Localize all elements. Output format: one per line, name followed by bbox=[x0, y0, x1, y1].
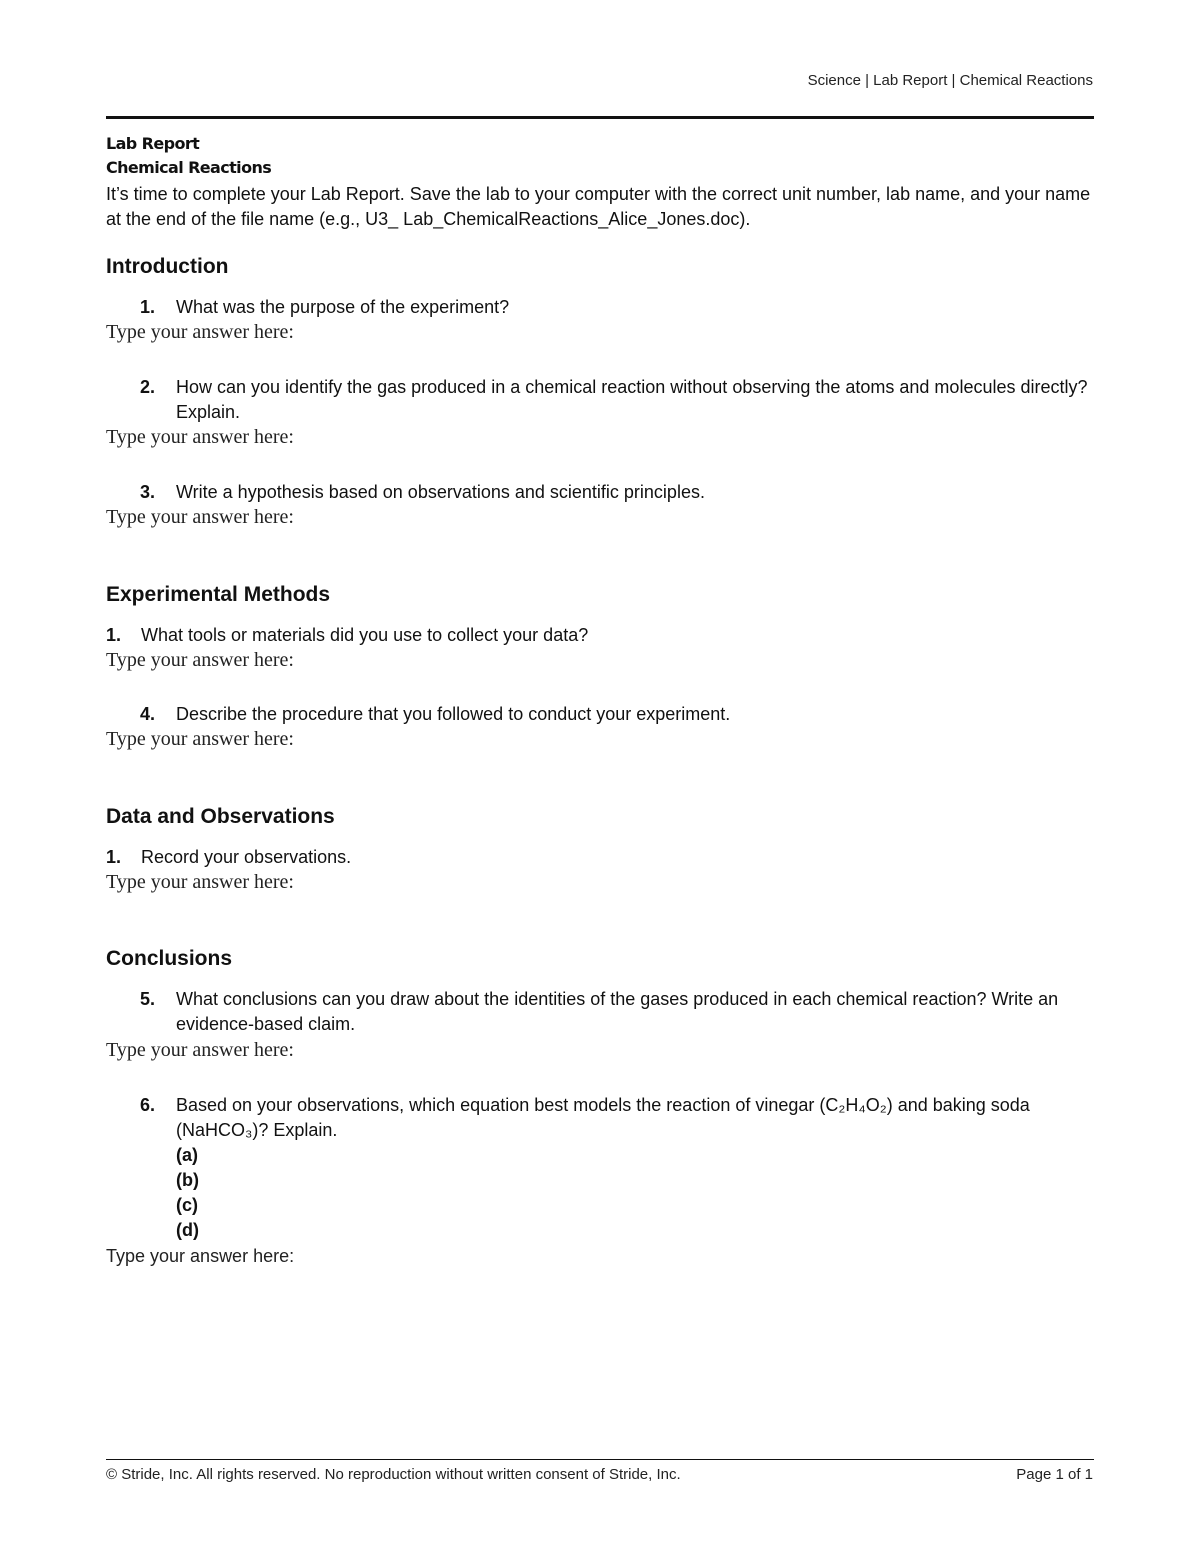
running-header: Science | Lab Report | Chemical Reactions bbox=[807, 72, 1093, 89]
question-text: Describe the procedure that you followed to conduct your experiment. bbox=[176, 704, 731, 724]
question-number: 5. bbox=[140, 989, 156, 1009]
question-intro-1 bbox=[0, 295, 1200, 320]
question-number: 2. bbox=[140, 377, 156, 397]
document-type: Lab Report bbox=[106, 134, 200, 153]
answer-field[interactable]: Type your answer here: bbox=[106, 1246, 295, 1266]
answer-option-d: (d) bbox=[176, 1220, 199, 1240]
answer-option-c: (c) bbox=[176, 1195, 198, 1215]
question-number: 1. bbox=[106, 625, 122, 645]
footer-divider bbox=[106, 1459, 1094, 1460]
question-intro-3 bbox=[0, 480, 1200, 505]
answer-field[interactable]: Type your answer here: bbox=[106, 426, 294, 448]
question-number: 3. bbox=[140, 482, 156, 502]
question-text: Write a hypothesis based on observations and scientific principles. bbox=[176, 482, 705, 502]
document-title: Chemical Reactions bbox=[106, 158, 272, 177]
question-conclusions-6 bbox=[0, 1093, 1200, 1143]
answer-field[interactable]: Type your answer here: bbox=[106, 506, 294, 528]
question-text: What conclusions can you draw about the identities of the gases produced in each chemical reaction? Write an evidence-based claim. bbox=[176, 989, 1059, 1034]
question-text: Based on your observations, which equation best models the reaction of vinegar (C₂H₄O₂) and baking soda (NaHCO₃)? Explain. bbox=[176, 1095, 1030, 1140]
header-divider bbox=[106, 116, 1094, 119]
answer-field[interactable]: Type your answer here: bbox=[106, 321, 294, 343]
section-heading-data: Data and Observations bbox=[106, 805, 335, 828]
question-text: Record your observations. bbox=[141, 847, 352, 867]
instructions-paragraph: It’s time to complete your Lab Report. Save the lab to your computer with the correct unit number, lab name, and your name at the end of the file name (e.g., U3_ Lab_ChemicalReactions_Alice_Jones.doc). bbox=[106, 184, 1091, 229]
question-methods-4 bbox=[0, 702, 1200, 727]
question-number: 1. bbox=[140, 297, 156, 317]
question-data-1 bbox=[0, 845, 1200, 870]
question-number: 4. bbox=[140, 704, 156, 724]
question-number: 1. bbox=[106, 847, 122, 867]
question-text: How can you identify the gas produced in a chemical reaction without observing the atoms and molecules directly? Explain. bbox=[176, 377, 1088, 422]
answer-field[interactable]: Type your answer here: bbox=[106, 871, 294, 893]
section-heading-conclusions: Conclusions bbox=[106, 947, 233, 970]
answer-field[interactable]: Type your answer here: bbox=[106, 1039, 294, 1061]
question-intro-2 bbox=[0, 375, 1200, 425]
question-number: 6. bbox=[140, 1095, 156, 1115]
page-number: Page 1 of 1 bbox=[1016, 1466, 1093, 1483]
section-heading-introduction: Introduction bbox=[106, 255, 229, 278]
question-methods-1 bbox=[0, 623, 1200, 648]
question-text: What tools or materials did you use to collect your data? bbox=[141, 625, 589, 645]
answer-option-b: (b) bbox=[176, 1170, 199, 1190]
copyright-notice: © Stride, Inc. All rights reserved. No reproduction without written consent of Stride, Inc. bbox=[106, 1466, 681, 1483]
section-heading-methods: Experimental Methods bbox=[106, 583, 331, 606]
answer-option-a: (a) bbox=[176, 1145, 198, 1165]
answer-field[interactable]: Type your answer here: bbox=[106, 649, 294, 671]
question-conclusions-5 bbox=[0, 987, 1200, 1037]
answer-field[interactable]: Type your answer here: bbox=[106, 728, 294, 750]
question-text: What was the purpose of the experiment? bbox=[176, 297, 510, 317]
